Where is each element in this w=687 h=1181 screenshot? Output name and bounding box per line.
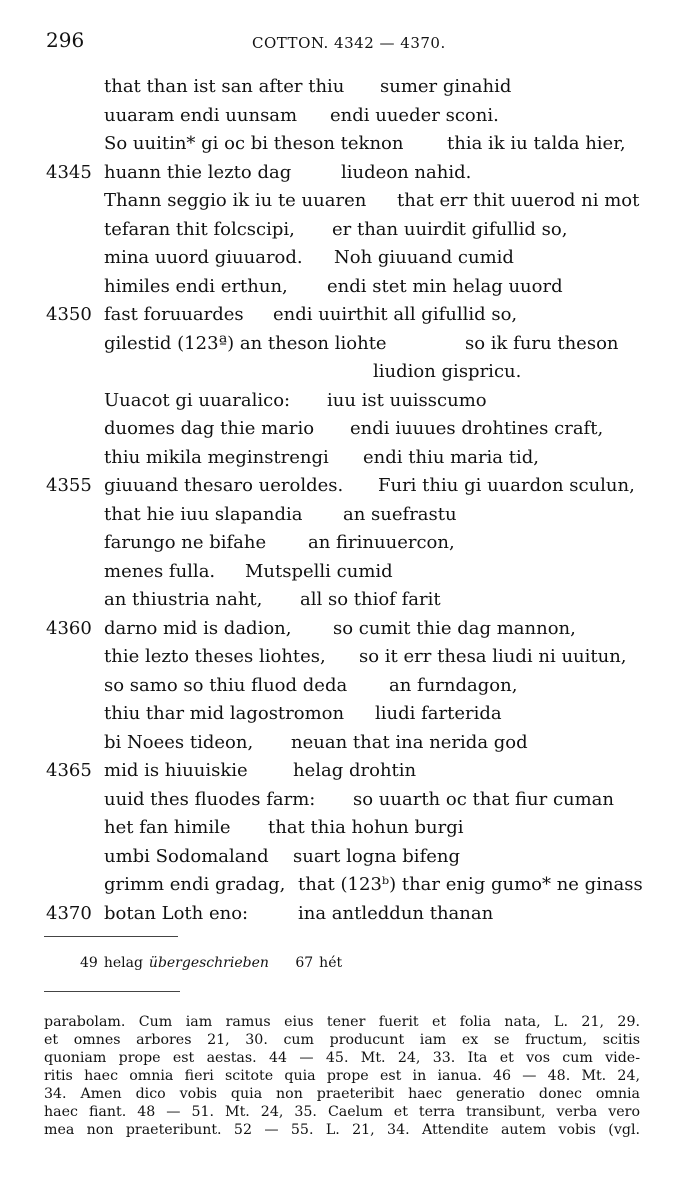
commentary-line: mea non praeteribunt. 52 — 55. L. 21, 34. Attendite autem vobis (vgl. (44, 1122, 640, 1138)
half-line-a: that hie iuu slapandia (104, 504, 303, 525)
commentary-line: et omnes arbores 21, 30. cum producunt iam ex se fructum, scitis (44, 1032, 640, 1048)
poem-line (0, 646, 687, 674)
poem-line (0, 618, 687, 646)
commentary-line: ritis haec omnia fieri scitote quia prope est in ianua. 46 — 48. Mt. 24, (44, 1068, 640, 1084)
half-line-a: tefaran thit folcscipi, (104, 219, 295, 240)
half-line-b: iuu ist uuisscumo (327, 390, 487, 411)
running-title: COTTON. 4342 — 4370. (252, 34, 446, 52)
poem-line (0, 333, 687, 361)
note-text: hét (319, 955, 343, 971)
line-number: 4345 (46, 162, 92, 183)
half-line-b: Furi thiu gi uuardon sculun, (378, 475, 635, 496)
textual-notes (80, 955, 386, 971)
half-line-b: thia ik iu talda hier, (447, 133, 626, 154)
half-line-a: So uuitin* gi oc bi theson teknon (104, 133, 404, 154)
poem-line (0, 532, 687, 560)
half-line-a: so samo so thiu fluod deda (104, 675, 348, 696)
page-header (46, 28, 646, 62)
half-line-b: so it err thesa liudi ni uuitun, (359, 646, 627, 667)
half-line-b: that err thit uuerod ni mot (397, 190, 640, 211)
poem-line (0, 789, 687, 817)
commentary-divider (44, 991, 180, 992)
note-text: helag (103, 955, 143, 971)
half-line-a: mina uuord giuuarod. (104, 247, 303, 268)
half-line-a: duomes dag thie mario (104, 418, 315, 439)
poem-line (0, 732, 687, 760)
half-line-b: endi uueder sconi. (330, 105, 499, 126)
commentary-line: 34. Amen dico vobis quia non praeteribit haec generatio donec omnia (44, 1086, 640, 1102)
half-line-a: mid is hiuuiskie (104, 760, 248, 781)
poem-line (0, 276, 687, 304)
half-line-b: that (123ᵇ) thar enig gumo* ne ginass (298, 874, 643, 895)
half-line-a: Thann seggio ik iu te uuaren (104, 190, 367, 211)
half-line-b: endi uuirthit all gifullid so, (273, 304, 518, 325)
half-line-a: darno mid is dadion, (104, 618, 292, 639)
poem-line (0, 817, 687, 845)
half-line-a: that than ist san after thiu (104, 76, 345, 97)
half-line-b: liudi farterida (375, 703, 502, 724)
half-line-b: Mutspelli cumid (245, 561, 393, 582)
poem-line (0, 247, 687, 275)
half-line-a: thie lezto theses liohtes, (104, 646, 326, 667)
half-line-a: menes fulla. (104, 561, 216, 582)
poem-line (0, 561, 687, 589)
poem-line (0, 447, 687, 475)
half-line-b: an firinuuercon, (308, 532, 455, 553)
half-line-b: sumer ginahid (380, 76, 512, 97)
half-line-a: thiu mikila meginstrengi (104, 447, 329, 468)
commentary-line: quoniam prope est aestas. 44 — 45. Mt. 24, 33. Ita et vos cum vide- (44, 1050, 640, 1066)
line-number: 4365 (46, 760, 92, 781)
line-number: 4370 (46, 903, 92, 924)
half-line-a: het fan himile (104, 817, 231, 838)
line-number: 4355 (46, 475, 92, 496)
half-line-a: farungo ne bifahe (104, 532, 267, 553)
poem-line (0, 219, 687, 247)
poem-line (0, 133, 687, 161)
poem-line (0, 304, 687, 332)
poem-line (0, 162, 687, 190)
poem-line (0, 390, 687, 418)
notes-divider (44, 936, 178, 937)
half-line-b: neuan that ina nerida god (291, 732, 528, 753)
half-line-b: an furndagon, (389, 675, 518, 696)
poem-line (0, 76, 687, 104)
note-ref: 49 (80, 955, 98, 971)
half-line-a: gilestid (123ª) an theson liohte (104, 333, 387, 354)
half-line-a: thiu thar mid lagostromon (104, 703, 345, 724)
half-line-b: er than uuirdit gifullid so, (332, 219, 568, 240)
half-line-b: so ik furu theson (465, 333, 619, 354)
textual-note (80, 955, 273, 971)
textual-note (295, 955, 364, 971)
poem-line (0, 190, 687, 218)
poem-line (0, 418, 687, 446)
half-line-b: Noh giuuand cumid (334, 247, 514, 268)
poem-line (0, 703, 687, 731)
half-line-a: umbi Sodomaland (104, 846, 269, 867)
half-line-b: ina antleddun thanan (298, 903, 494, 924)
poem-line (0, 105, 687, 133)
poem-line (0, 760, 687, 788)
half-line-b: endi stet min helag uuord (327, 276, 563, 297)
poem-line (0, 874, 687, 902)
half-line-b: that thia hohun burgi (268, 817, 464, 838)
half-line-a: Uuacot gi uuaralico: (104, 390, 291, 411)
half-line-b: endi thiu maria tid, (363, 447, 539, 468)
commentary-line: parabolam. Cum iam ramus eius tener fuerit et folia nata, L. 21, 29. (44, 1014, 640, 1030)
half-line-b: endi iuuues drohtines craft, (350, 418, 604, 439)
half-line-a: himiles endi erthun, (104, 276, 288, 297)
half-line-b: so cumit thie dag mannon, (333, 618, 576, 639)
poem-line (0, 475, 687, 503)
line-number: 4360 (46, 618, 92, 639)
poem-line (0, 589, 687, 617)
page-number: 296 (46, 28, 85, 52)
half-line-a: grimm endi gradag, (104, 874, 286, 895)
poem-line (0, 675, 687, 703)
half-line-b: all so thiof farit (300, 589, 441, 610)
commentary-line: haec fiant. 48 — 51. Mt. 24, 35. Caelum et terra transibunt, verba vero (44, 1104, 640, 1120)
poem-line (0, 504, 687, 532)
half-line-a: fast foruuardes (104, 304, 244, 325)
half-line-b: liudeon nahid. (341, 162, 472, 183)
half-line-a: uuid thes fluodes farm: (104, 789, 316, 810)
half-line-b: an suefrastu (343, 504, 457, 525)
half-line-b: helag drohtin (293, 760, 417, 781)
half-line-b: so uuarth oc that fiur cuman (353, 789, 615, 810)
poem-line (0, 846, 687, 874)
poem-line (0, 903, 687, 931)
half-line-b: liudion gispricu. (373, 361, 522, 382)
half-line-b: suart logna bifeng (293, 846, 460, 867)
latin-commentary (44, 1013, 640, 1139)
line-number: 4350 (46, 304, 92, 325)
half-line-a: bi Noees tideon, (104, 732, 254, 753)
half-line-a: uuaram endi uunsam (104, 105, 298, 126)
half-line-a: botan Loth eno: (104, 903, 249, 924)
half-line-a: giuuand thesaro ueroldes. (104, 475, 344, 496)
note-italic: übergeschrieben (148, 955, 269, 971)
poem-line (0, 361, 687, 389)
half-line-a: huann thie lezto dag (104, 162, 292, 183)
half-line-a: an thiustria naht, (104, 589, 263, 610)
note-ref: 67 (295, 955, 314, 971)
